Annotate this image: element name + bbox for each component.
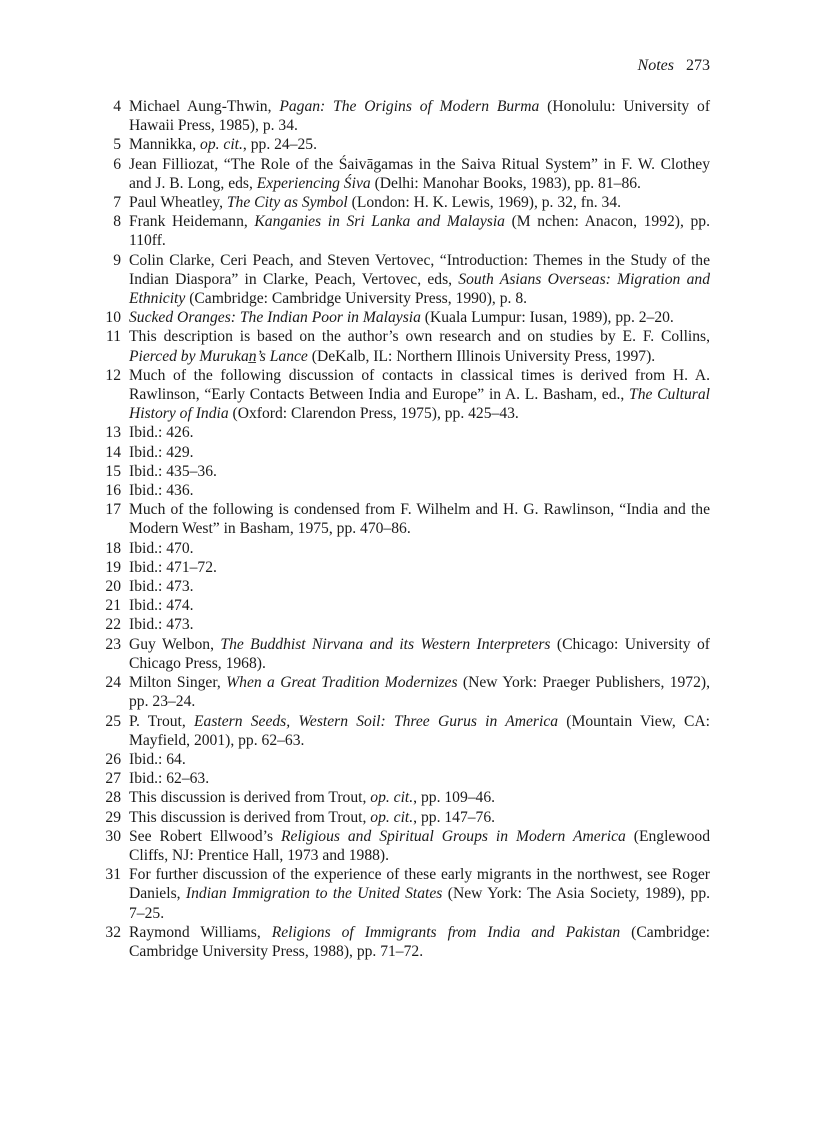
endnote-text — [129, 712, 710, 750]
endnote-text-run: Ibid.: 436. — [129, 482, 194, 500]
endnote — [100, 923, 710, 961]
endnote-number: 14 — [105, 443, 121, 461]
endnote — [100, 577, 710, 596]
endnote-text — [129, 865, 710, 923]
endnote — [100, 462, 710, 481]
endnote-text — [129, 308, 710, 327]
endnote-text-run: (Chicago: University of Chicago Press, 1968). — [129, 635, 710, 672]
endnote-title: Experiencing Śiva — [256, 174, 371, 192]
endnote-text — [129, 769, 710, 788]
endnote-title: When a Great Tradition Modernizes — [226, 674, 458, 692]
endnote — [100, 827, 710, 865]
endnote — [100, 673, 710, 711]
endnote — [100, 615, 710, 634]
endnote-number: 24 — [105, 674, 121, 692]
endnote-number: 13 — [105, 424, 121, 442]
endnote — [100, 750, 710, 769]
endnote-number: 21 — [105, 597, 121, 615]
endnote-title: Religious and Spiritual Groups in Modern America — [281, 827, 626, 845]
endnote-text — [129, 577, 710, 596]
running-head — [638, 56, 710, 76]
endnote-title: The Buddhist Nirvana and its Western Interpreters — [220, 635, 551, 653]
endnote-title: The City as Symbol — [226, 194, 348, 212]
endnote-title: South Asians Overseas: Migration and Ethnicity — [129, 270, 711, 308]
endnote — [100, 193, 710, 212]
endnote-number: 8 — [113, 213, 121, 231]
endnote-text — [129, 500, 710, 538]
endnote-text-run: , pp. 147–76. — [413, 808, 496, 826]
endnote — [100, 327, 710, 365]
endnote-text — [129, 155, 710, 193]
endnote-number: 29 — [105, 808, 121, 826]
endnote-title: Pierced by Murukan̲’s Lance — [129, 347, 308, 365]
endnote-text — [129, 558, 710, 577]
endnote-text — [129, 135, 710, 154]
endnote-text — [129, 481, 710, 500]
endnote — [100, 212, 710, 250]
endnote-title: Kanganies in Sri Lanka and Malaysia — [254, 213, 505, 231]
endnote-text — [129, 443, 710, 462]
endnotes-list — [100, 97, 710, 961]
endnote-text-run: P. Trout, — [129, 712, 194, 730]
endnote-text-run: Much of the following discussion of contacts in classical times is derived from H. A. Rawlinson, “Early Contacts Between India and Europe” in A. L. Basham, ed., — [129, 366, 710, 404]
endnote-text-run: (New York: The Asia Society, 1989), pp. 7–25. — [129, 885, 711, 922]
endnote-text — [129, 462, 710, 481]
endnote-text — [129, 251, 710, 309]
endnote-number: 31 — [105, 866, 121, 884]
endnote-title: Indian Immigration to the United States — [185, 885, 443, 903]
endnote-text-run: This discussion is derived from Trout, — [129, 808, 371, 826]
endnote — [100, 788, 710, 807]
endnote — [100, 97, 710, 135]
endnote — [100, 155, 710, 193]
endnote — [100, 808, 710, 827]
endnote-title: op. cit. — [200, 136, 243, 154]
endnote-title: Eastern Seeds, Western Soil: Three Gurus in America — [194, 712, 559, 730]
endnote-text-run: (New York: Praeger Publishers, 1972), pp. 23–24. — [129, 674, 710, 711]
endnote-number: 18 — [105, 539, 121, 557]
endnote-text-run: (Kuala Lumpur: Iusan, 1989), pp. 2–20. — [420, 309, 674, 327]
endnote-text — [129, 788, 710, 807]
endnote-number: 4 — [113, 98, 121, 115]
endnote-number: 26 — [105, 750, 121, 768]
endnote — [100, 539, 710, 558]
endnote-text-run: , pp. 24–25. — [242, 136, 317, 154]
endnote-text-run: (Honolulu: University of Hawaii Press, 1985), p. 34. — [129, 98, 711, 135]
endnote-text-run: Michael Aung-Thwin, — [129, 98, 280, 115]
endnote-text-run: (Englewood Cliffs, NJ: Prentice Hall, 1973 and 1988). — [129, 827, 710, 864]
endnote-text-run: Ibid.: 435–36. — [129, 462, 217, 480]
endnote-number: 19 — [105, 558, 121, 576]
endnote-text-run: See Robert Ellwood’s — [129, 827, 282, 845]
endnote-text — [129, 539, 710, 558]
endnote-text — [129, 615, 710, 634]
page-number: 273 — [686, 57, 710, 74]
endnote-title: Religions of Immigrants from India and Pakistan — [271, 923, 621, 941]
endnote-text — [129, 212, 710, 250]
endnote — [100, 712, 710, 750]
endnote-number: 12 — [105, 366, 121, 384]
endnote-number: 5 — [113, 136, 121, 154]
endnote-title: op. cit. — [370, 789, 414, 807]
endnote-number: 10 — [105, 309, 121, 327]
endnote-text-run: Frank Heidemann, — [129, 213, 255, 231]
endnote-text — [129, 327, 710, 365]
endnote-number: 22 — [105, 616, 121, 634]
endnote-text-run: Ibid.: 64. — [129, 750, 186, 768]
endnote-number: 9 — [113, 251, 121, 269]
endnote-text-run: (Cambridge: Cambridge University Press, 1988), pp. 71–72. — [129, 923, 710, 960]
endnote-text-run: (Mountain View, CA: Mayfield, 2001), pp. 62–63. — [129, 712, 710, 749]
endnote — [100, 251, 710, 309]
endnote-text-run: , pp. 109–46. — [413, 789, 496, 807]
endnote-text-run: (Oxford: Clarendon Press, 1975), pp. 425–43. — [228, 405, 519, 423]
endnote-text-run: Raymond Williams, — [129, 923, 272, 941]
endnote-text-run: Ibid.: 470. — [129, 539, 194, 557]
endnote — [100, 558, 710, 577]
endnote — [100, 596, 710, 615]
endnote-number: 28 — [105, 789, 121, 807]
endnote-number: 23 — [105, 635, 121, 653]
endnote-number: 17 — [105, 501, 121, 519]
endnote-text-run: Mannikka, — [129, 136, 201, 154]
endnote-number: 27 — [105, 770, 121, 788]
endnote-number: 7 — [113, 194, 121, 212]
endnote-text-run: Ibid.: 474. — [129, 597, 194, 615]
endnote-text — [129, 596, 710, 615]
endnote-text-run: (Delhi: Manohar Books, 1983), pp. 81–86. — [370, 174, 641, 192]
endnote-text — [129, 750, 710, 769]
endnote-text-run: Milton Singer, — [129, 674, 227, 692]
endnote — [100, 500, 710, 538]
endnote — [100, 135, 710, 154]
endnote-text-run: Guy Welbon, — [129, 635, 221, 653]
endnote — [100, 443, 710, 462]
endnote-text-run: Paul Wheatley, — [129, 194, 227, 212]
endnote-number: 6 — [113, 155, 121, 173]
endnote — [100, 481, 710, 500]
endnote-number: 32 — [105, 923, 121, 941]
endnote-title: op. cit. — [370, 808, 414, 826]
endnote-text-run: For further discussion of the experience of these early migrants in the northwest, see Roger Daniels, — [129, 866, 710, 903]
endnote-text-run: (London: H. K. Lewis, 1969), p. 32, fn. 34. — [347, 194, 622, 212]
running-head-title: Notes — [637, 57, 674, 74]
endnote-text-run: Ibid.: 473. — [129, 578, 194, 596]
endnote-number: 15 — [105, 462, 121, 480]
endnote-text-run: Colin Clarke, Ceri Peach, and Steven Vertovec, “Introduction: Themes in the Study of the Indian Diaspora” in Clarke, Peach, Vertovec, eds, — [129, 251, 710, 288]
endnote-title: Pagan: The Origins of Modern Burma — [279, 98, 540, 115]
endnote-text-run: Jean Filliozat, “The Role of the Śaivāgamas in the Saiva Ritual System” in F. W. Clothey and J. B. Long, eds, — [129, 155, 710, 192]
endnote-text-run: (M nchen: Anacon, 1992), pp. 110ff. — [129, 213, 711, 250]
endnote-text — [129, 635, 710, 673]
endnote-text — [129, 808, 710, 827]
endnote — [100, 308, 710, 327]
endnote-title: Sucked Oranges: The Indian Poor in Malaysia — [129, 309, 421, 327]
endnote-text — [129, 423, 710, 442]
endnote-text — [129, 673, 710, 711]
endnote-text-run: Ibid.: 429. — [129, 443, 194, 461]
endnote-text-run: This discussion is derived from Trout, — [129, 789, 371, 807]
endnote-number: 16 — [105, 482, 121, 500]
endnote-number: 25 — [105, 712, 121, 730]
endnote-text-run: This description is based on the author’s own research and on studies by E. F. Collins, — [129, 328, 710, 346]
endnote-text-run: Ibid.: 426. — [129, 424, 194, 442]
endnote — [100, 769, 710, 788]
endnote-number: 11 — [105, 328, 121, 346]
endnote — [100, 865, 710, 923]
endnote-number: 30 — [105, 827, 121, 845]
endnote — [100, 635, 710, 673]
endnote-text — [129, 193, 710, 212]
endnote-text — [129, 923, 710, 961]
endnote-number: 20 — [105, 578, 121, 596]
endnote-text-run: Ibid.: 473. — [129, 616, 194, 634]
endnote-text-run: Much of the following is condensed from F. Wilhelm and H. G. Rawlinson, “India and the Modern West” in Basham, 1975, pp. 470–86. — [129, 501, 710, 538]
endnote-text — [129, 97, 710, 135]
endnote-text — [129, 366, 710, 424]
endnote-title: The Cultural History of India — [129, 386, 710, 423]
endnote — [100, 423, 710, 442]
endnote-text — [129, 827, 710, 865]
endnote-text-run: (DeKalb, IL: Northern Illinois University Press, 1997). — [307, 347, 656, 365]
endnote-text-run: (Cambridge: Cambridge University Press, 1990), p. 8. — [185, 290, 528, 308]
endnote — [100, 366, 710, 424]
endnote-text-run: Ibid.: 62–63. — [129, 770, 210, 788]
endnote-text-run: Ibid.: 471–72. — [129, 558, 217, 576]
